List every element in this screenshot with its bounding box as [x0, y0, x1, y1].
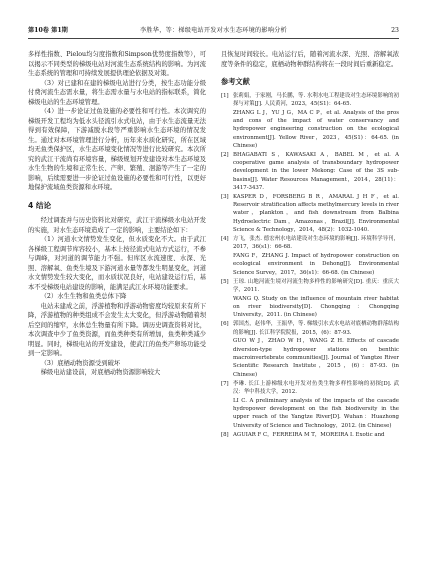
reference-text: ZHANG L J，YU J G，MA C P，et al. Analysis of the pros and cons of the impact of water conservancy and hydropower engineering construction on the ecological environment[J]. Yellow River，2023，45(S1)：64-65. (in Chinese)	[233, 109, 399, 149]
reference-entry	[221, 397, 399, 430]
paragraph: 梯级电站建设前，对底栖动物资源影响较大	[40, 369, 161, 376]
reference-number: [7]	[221, 380, 229, 387]
paragraph: （3）对已建和在建的梯级电站进行分类，按生态功能分级付费河流生态需水量，将生态需水量与水电站的指标联系，简化梯级电站的生态环境管理。	[28, 79, 206, 106]
paragraph: 多样性指数、Pielou均匀度指数和Simpson优势度指数等），可以揭示不同类型的梯级电站对河流生态系统结构的影响。为河流生态系统的管理和可持续发展提供理论依据及对策。	[28, 51, 206, 77]
reference-entry	[221, 92, 399, 109]
left-column	[28, 50, 206, 567]
reference-entry	[221, 151, 399, 192]
reference-entry	[221, 431, 399, 439]
paragraph: （2）水生生物和鱼类总体下降	[40, 293, 127, 300]
reference-text: 方飞，张杰. 德宏州水电站建设对生态环境的影响[J]. 环境科学导刊，2017，36(s1)：66-68.	[233, 235, 399, 251]
reference-number: [5]	[221, 278, 229, 285]
reference-entry	[221, 278, 399, 295]
reference-text: 郭国杰，赵伟华，王振华，等. 梯级引水式水电站对底栖动物群落结构的影响[J]. 长江科学院院报，2015，(6)：87-93.	[233, 321, 399, 336]
right-column	[221, 50, 399, 567]
page-number: 23	[391, 27, 399, 34]
reference-number: [8]	[221, 431, 229, 438]
right-paragraphs	[221, 50, 399, 69]
reference-text: WANG Q. Study on the influence of mountain river habitat on river biodiversity[D]. Chongqing：Chongqing University，2011. (in Chinese)	[233, 295, 399, 319]
reference-text: FANG F，ZHANG J. Impact of hydropower construction on ecological environment in Dehong[J]. Environmental Science Survey，2017，36(s1)：66-68. (in Chinese)	[233, 253, 399, 276]
reference-text: 李琳. 长江上游梯级水电开发对鱼类生物多样性影响的初探[D]. 武汉：华中科技大学，2012.	[233, 380, 399, 395]
reference-entry	[221, 337, 399, 378]
reference-entry	[221, 380, 399, 397]
reference-number: [4]	[221, 235, 229, 242]
reference-text: GUO W J，ZHAO W H，WANG Z H. Effects of cascade diversion-type hydropower stations on benthic macroinvertebrate communities[J]. Journal of Yangtze River Scientific Research Institute，2015，(6)：87-93. (in Chinese)	[233, 338, 399, 378]
reference-entry	[221, 252, 399, 277]
reference-text: BHAGABATI S，KAWASAKI A，BABEL M，et al. A cooperative game analysis of transboundary hydropower development in the lower Mekong: Case of the 3S sub-basins[J]. Water Resources Management，2014，28(11)：3417-3437.	[233, 151, 399, 191]
paragraph: 且恢复时间较长。电站运行后，随着河流水深、光照、溶解氧浓度等条件的稳定，底栖动物种群结构将在一段时间后重新稳定。	[221, 51, 399, 68]
reference-number	[221, 295, 233, 320]
reference-text: 王琼. 山地河流生境对河流生物多样性的影响研究[D]. 重庆：重庆大学，2011.	[233, 278, 399, 293]
reference-number	[221, 397, 233, 430]
reference-entry	[221, 235, 399, 252]
reference-number	[221, 252, 233, 277]
reference-entry	[221, 193, 399, 234]
reference-number: [2]	[221, 151, 229, 158]
paragraph: （4）进一步论证过鱼设施的必要性和可行性。本次调究的梯级开发工程均为低水头径流引水式电站，由于水生态流量无法得到有效保障，下游减脱水段等严重影响水生态环境的情况发生。通过对本环境管理进行分析，历年来水质化研究，所在区域均无鱼类保护区，水生态环境变化情况等进行比较研究。本次所究的武江干流尚有环境容量，梯级规划开发建设对本生态环境及水生生物的生境和正常生长、产卵、繁殖、洄游等产生了一定的影响，后续需要进一步论证过鱼设施的必要性和可行性，以更好地保护流域鱼类资源和水环境。	[28, 108, 206, 191]
references-heading: 参考文献	[221, 77, 250, 86]
reference-text: LI C. A preliminary analysis of the impacts of the cascade hydropower development on the fish biodiversity in the upper reach of the Yangtze River[D]. Wuhan：Huazhong University of Science and Technology，2012. (in Chinese)	[233, 397, 399, 429]
left-paragraphs	[28, 50, 206, 193]
reference-text: KASPER D，FORSBERG B R，AMARAL J H F，et al. Reservoir stratification affects methylmercury levels in river water，plankton，and fish downstream from Balbina Hydroelectric Dam，Amazonas，Brazil[J]. Environmental Science & Technology，2014，48(2)：1032-1040.	[233, 193, 399, 234]
paragraph: 经过调查并与历史资料比对研究，武江干流梯级水电站开发的实施，对水生态环境造成了一定的影响，主要结论如下：	[28, 217, 206, 234]
reference-entry	[221, 109, 399, 150]
reference-number: [6]	[221, 321, 229, 328]
reference-number	[221, 337, 233, 378]
volume-issue: 第10卷 第1期	[28, 27, 68, 34]
paragraph: （1）河道水文情势发生变化，但水质变化不大。由于武江各梯级工程调节库容较小，基本上按径流式电站方式运行，不参与调峰，对河道的调节能力不强。但库区水流速度、水深、光照、溶解氧、鱼类生境及下游河道水量等都发生明显变化，河道水文情势发生较大变化，而水质状况良好，电站建设运行后，基本不受梯级电站建设的影响，能满足武江水环境功能要求。	[28, 236, 206, 291]
running-header	[28, 24, 399, 39]
reference-number: [1]	[221, 92, 229, 99]
reference-text: 张莉娟，于家刚，马长鹏，等. 水利水电工程建设对生态环境影响的初探与对策[J]. 人民黄河，2023，45(S1)：64-65.	[233, 92, 399, 107]
conclusion-paragraphs	[28, 216, 206, 378]
paragraph: （3）底栖动物资源受到破坏	[40, 359, 121, 367]
section-4-heading: 4 结论	[28, 200, 52, 210]
reference-number	[221, 109, 233, 150]
reference-entry	[221, 320, 399, 337]
running-title: 李胜华，等：梯级电站开发对水生态环境的影响分析	[140, 27, 287, 34]
reference-entry	[221, 295, 399, 320]
reference-number: [3]	[221, 193, 229, 200]
paragraph: 电站未建成之前，浮游植物和浮游动物密度均较原来有所下降，浮游植物的种类组成不会发生太大变化，但浮游动物随着坝后空间的缩窄，水体总生物量有所下降。调历史调查资料对比，本次调查中少了鱼类资源，而鱼类种类有所增加，鱼类种类减少明显。同时，梯级电站的开发建设，使武江的鱼类产卵场功能受到一定影响。	[28, 302, 206, 357]
reference-text: AGUIAR F C，FERREIRA M T，MOREIRA I. Exotic and	[233, 431, 385, 438]
reference-list	[221, 92, 399, 439]
